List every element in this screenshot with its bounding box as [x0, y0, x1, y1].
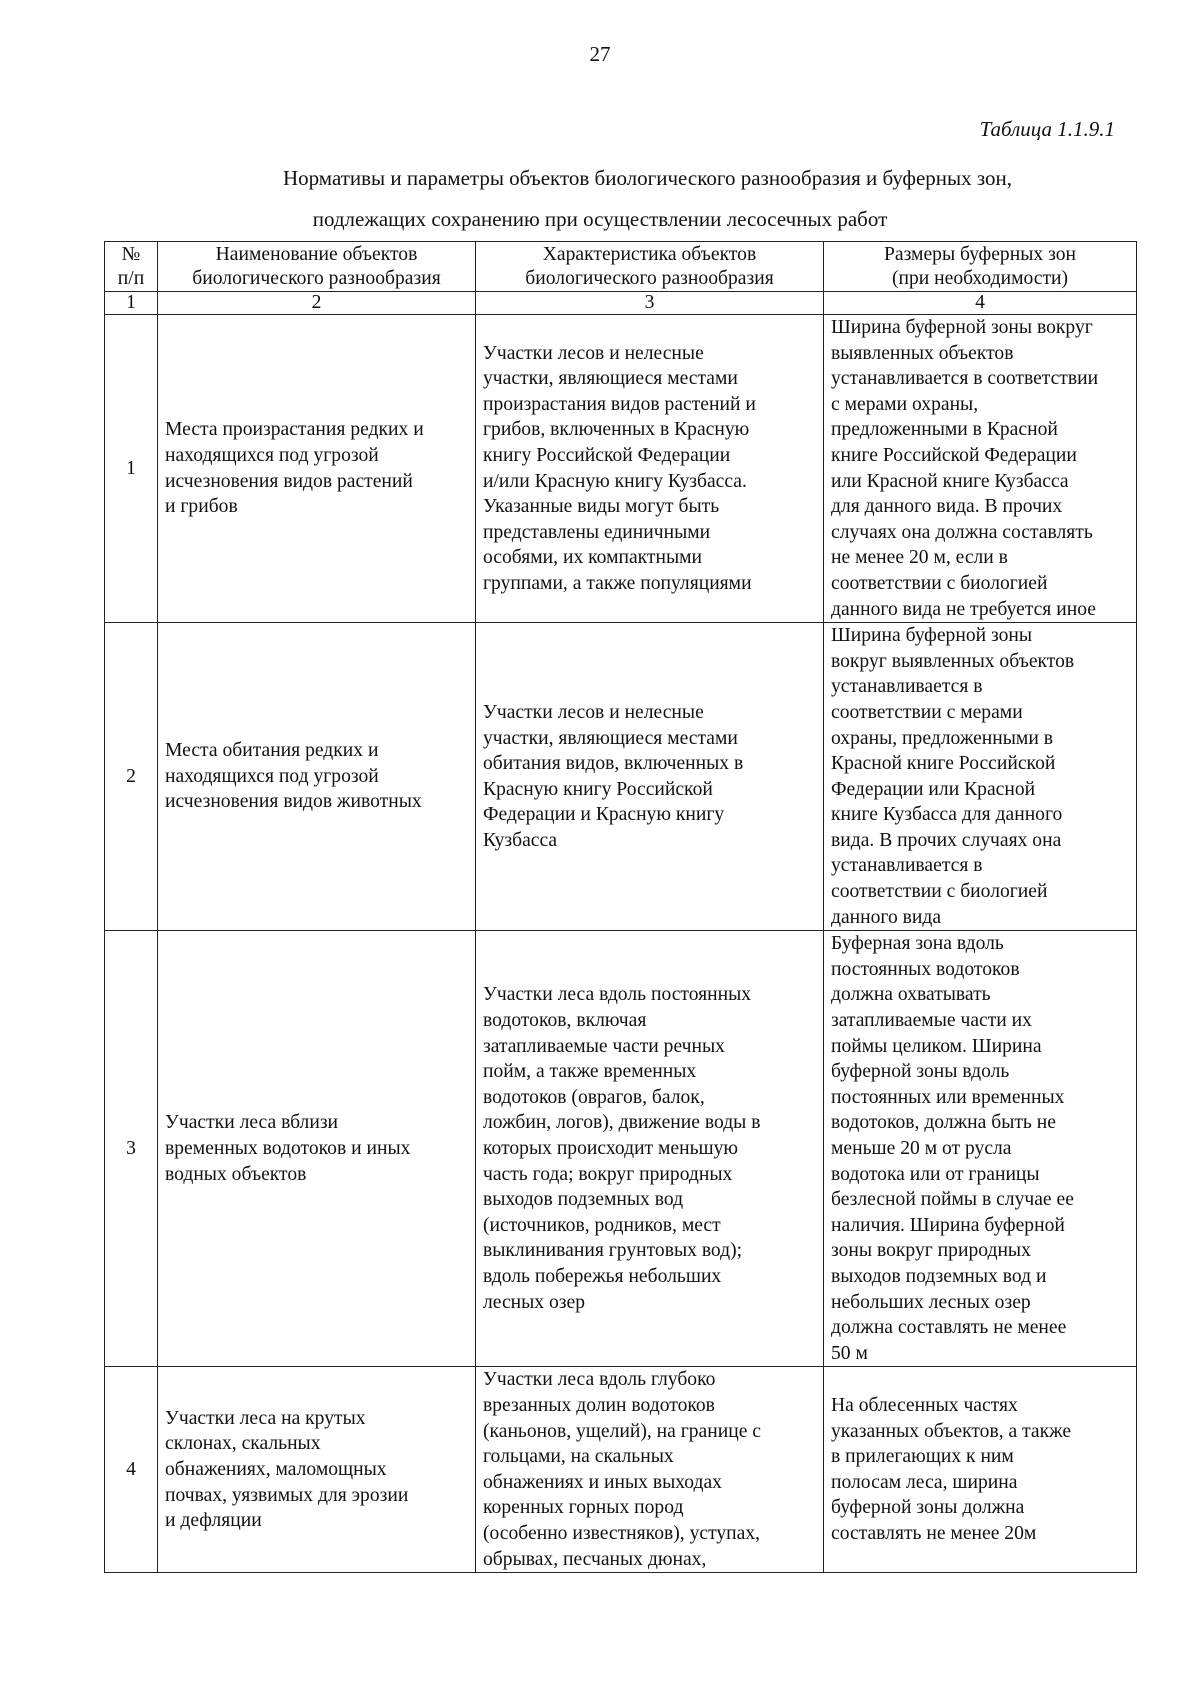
object-characteristic: Участки леса вдоль постоянных водотоков, включая затапливаемые части речных пойм, а также временных водотоков (оврагов, балок, ложбин, логов), движение воды в которых происходит меньшую часть года; вокруг природных выходов подземных вод (источников, родников, мест выклинивания грунтовых вод); вдоль побережья небольших лесных озер	[476, 931, 824, 1367]
table-row	[105, 931, 1137, 1367]
object-name: Участки леса на крутых склонах, скальных обнажениях, маломощных почвах, уязвимых для эрозии и дефляции	[158, 1367, 476, 1573]
row-number: 2	[105, 623, 158, 931]
row-number: 3	[105, 931, 158, 1367]
buffer-zone-size: Ширина буферной зоны вокруг выявленных объектов устанавливается в соответствии с мерами охраны, предложенными в Красной книге Российской Федерации или Красной книге Кузбасса для данного вида. В прочих случаях она должна составлять не менее 20 м, если в соответствии с биологией данного вида не требуется иное	[824, 315, 1137, 623]
object-characteristic: Участки лесов и нелесные участки, являющиеся местами обитания видов, включенных в Красную книгу Российской Федерации и Красную книгу Кузбасса	[476, 623, 824, 931]
column-number: 2	[158, 292, 476, 315]
object-name: Участки леса вблизи временных водотоков и иных водных объектов	[158, 931, 476, 1367]
page-number: 27	[589, 42, 611, 66]
header-buffer-size: Размеры буферных зон (при необходимости)	[824, 242, 1137, 292]
table-label: Таблица 1.1.9.1	[979, 117, 1115, 141]
buffer-zone-size: На облесенных частях указанных объектов, а также в прилегающих к ним полосам леса, ширина буферной зоны должна составлять не менее 20м	[824, 1367, 1137, 1573]
buffer-zone-size: Ширина буферной зоны вокруг выявленных объектов устанавливается в соответствии с мерами охраны, предложенными в Красной книге Российской Федерации или Красной книге Кузбасса для данного вида. В прочих случаях она устанавливается в соответствии с биологией данного вида	[824, 623, 1137, 931]
table-title-line-1: Нормативы и параметры объектов биологического разнообразия и буферных зон,	[282, 166, 1013, 190]
table-row	[105, 315, 1137, 623]
header-number: № п/п	[105, 242, 158, 292]
object-name: Места обитания редких и находящихся под угрозой исчезновения видов животных	[158, 623, 476, 931]
buffer-zone-size: Буферная зона вдоль постоянных водотоков должна охватывать затапливаемые части их поймы целиком. Ширина буферной зоны вдоль постоянных или временных водотоков, должна быть не меньше 20 м от русла водотока или от границы безлесной поймы в случае ее наличия. Ширина буферной зоны вокруг природных выходов подземных вод и небольших лесных озер должна составлять не менее 50 м	[824, 931, 1137, 1367]
norms-table	[104, 241, 1137, 1573]
table-header-row	[105, 242, 1137, 292]
object-characteristic: Участки лесов и нелесные участки, являющиеся местами произрастания видов растений и грибов, включенных в Красную книгу Российской Федерации и/или Красную книгу Кузбасса. Указанные виды могут быть представлены единичными особями, их компактными группами, а также популяциями	[476, 315, 824, 623]
column-number: 1	[105, 292, 158, 315]
row-number: 4	[105, 1367, 158, 1573]
column-number: 3	[476, 292, 824, 315]
table-row	[105, 1367, 1137, 1573]
object-characteristic: Участки леса вдоль глубоко врезанных долин водотоков (каньонов, ущелий), на границе с гольцами, на скальных обнажениях и иных выходах коренных горных пород (особенно известняков), уступах, обрывах, песчаных дюнах,	[476, 1367, 824, 1573]
column-number-row	[105, 292, 1137, 315]
table-row	[105, 623, 1137, 931]
column-number: 4	[824, 292, 1137, 315]
table-title-line-2: подлежащих сохранению при осуществлении лесосечных работ	[312, 207, 888, 231]
header-characteristic: Характеристика объектов биологического разнообразия	[476, 242, 824, 292]
header-object-name: Наименование объектов биологического разнообразия	[158, 242, 476, 292]
table-title	[0, 158, 1200, 240]
object-name: Места произрастания редких и находящихся под угрозой исчезновения видов растений и грибов	[158, 315, 476, 623]
row-number: 1	[105, 315, 158, 623]
